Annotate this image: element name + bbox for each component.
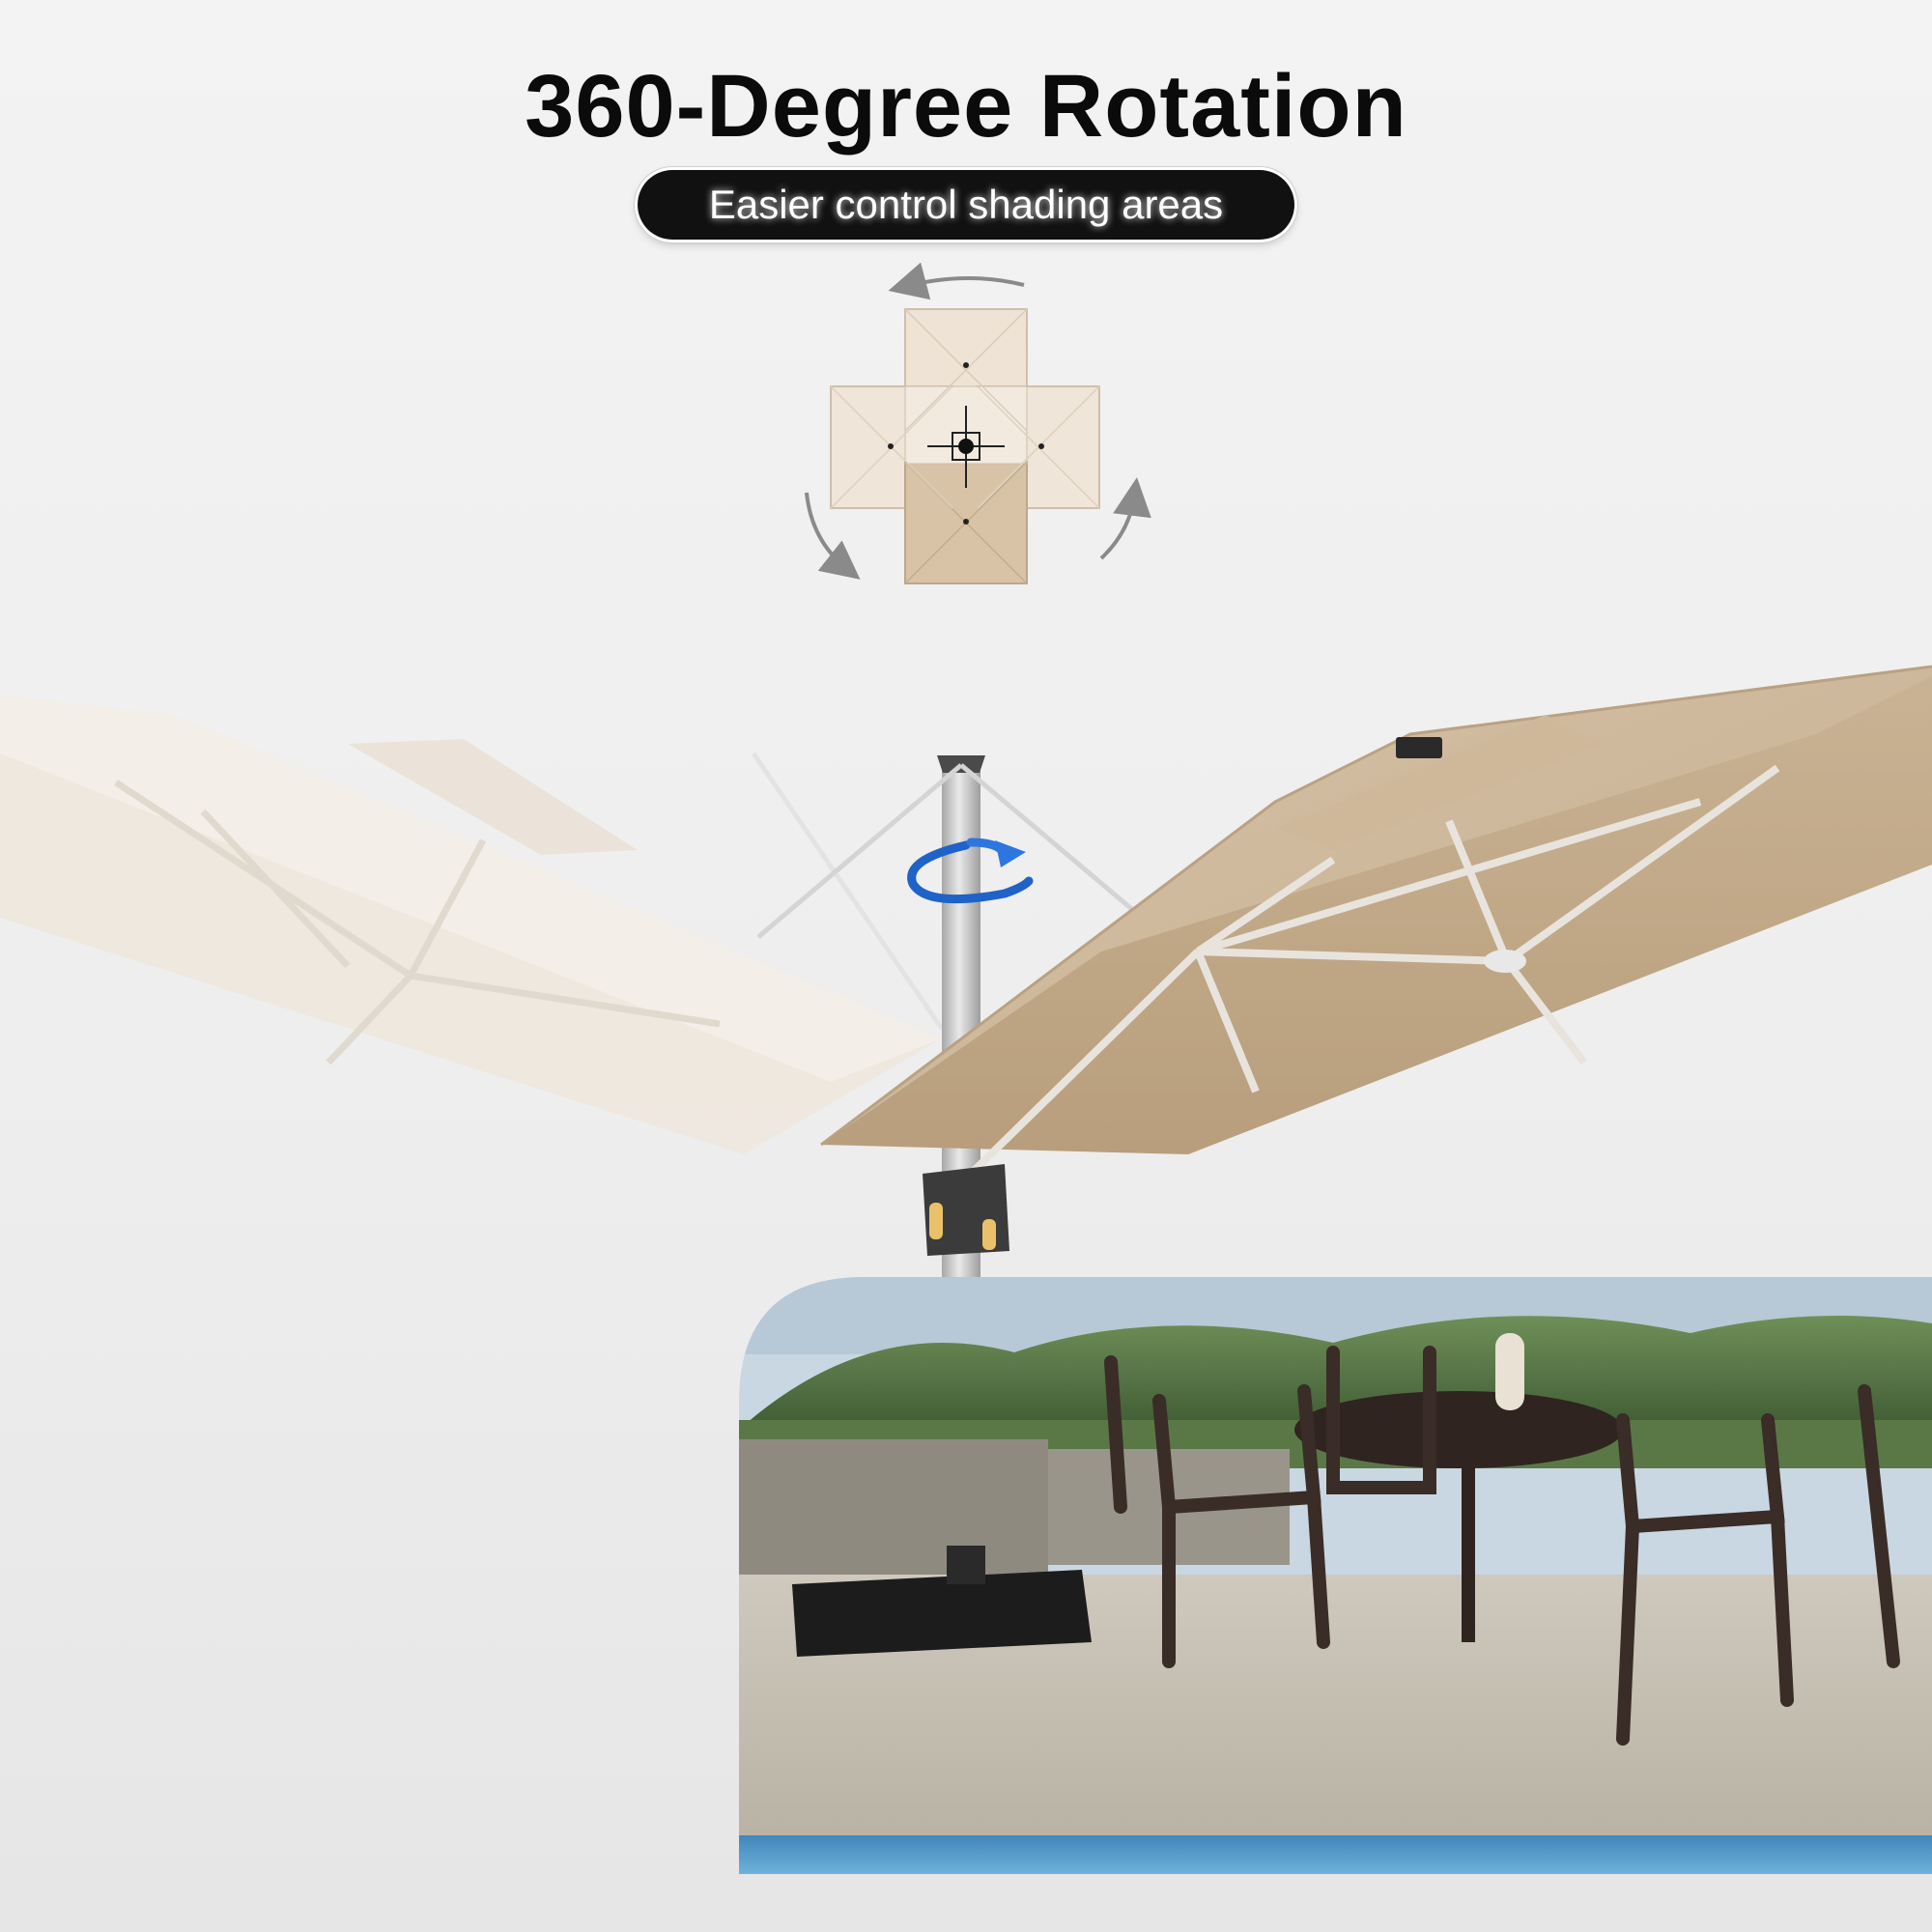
rotation-top-view	[831, 309, 1099, 583]
page-title: 360-Degree Rotation	[525, 57, 1407, 156]
crank-handle	[923, 1164, 1009, 1256]
active-canopy	[821, 667, 1932, 1179]
faded-canopy	[0, 696, 942, 1154]
patio-photo	[739, 1277, 1932, 1874]
subtitle-badge: Easier control shading areas	[638, 170, 1294, 240]
